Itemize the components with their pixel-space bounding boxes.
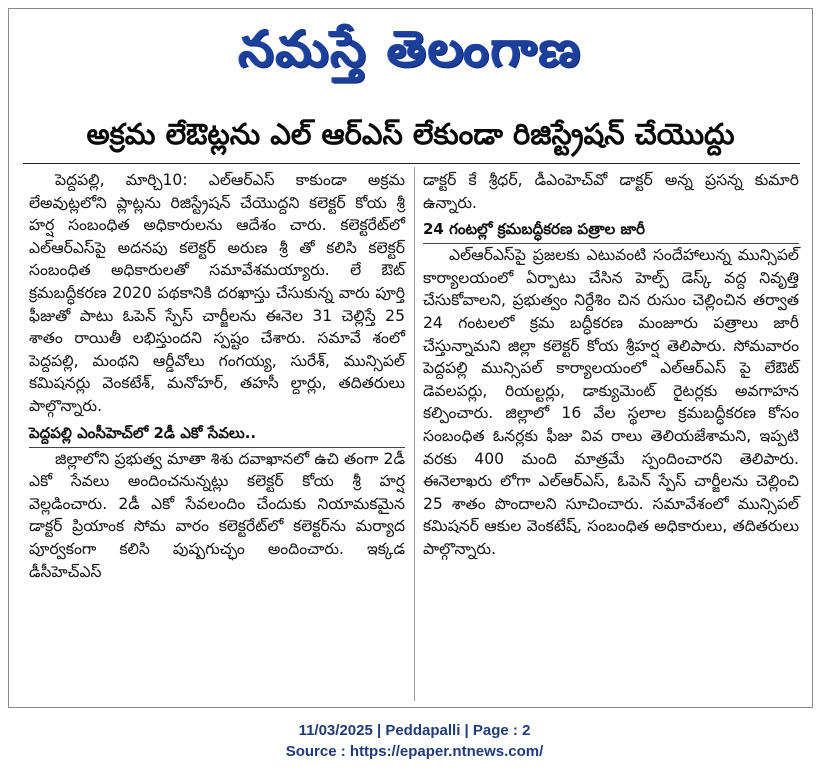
headline-rule (23, 163, 800, 164)
article-frame (8, 8, 813, 708)
column-divider (414, 167, 415, 701)
article-right-column (423, 169, 799, 561)
article-headline: అక్రమ లేఔట్లను ఎల్ ఆర్ఎస్ లేకుండా రిజిస్ట్రేషన్ చేయొద్దు (86, 117, 735, 151)
article-paragraph: డాక్టర్ కే శ్రీధర్, డీఎంహెచ్‌వో డాక్టర్ అన్న ప్రసన్న కుమారి ఉన్నారు. (423, 171, 799, 212)
edition-info: 11/03/2025 | Peddapalli | Page : 2 (298, 722, 531, 739)
article-paragraph: జిల్లాలోని ప్రభుత్వ మాతా శిశు దవాఖానలో ఉచి తంగా 2డీ ఎకో సేవలు అందించనున్నట్లు కలెక్టర్ కోయ శ్రీ హర్ష వెల్లడించారు. 2డీ ఎకో సేవలందిం చేందుకు నియామకమైన డాక్టర్ ప్రియాంక సోమ వారం కలెక్టరేట్‌లో కలెక్టర్‌ను మర్యాద పూర్వకంగా కలిసి పుష్పగుచ్ఛం అందించారు. ఇక్కడ డీసీహెచ్ఎస్ (29, 449, 405, 581)
source-link[interactable]: Source : https://epaper.ntnews.com/ (285, 743, 544, 760)
article-subheading: పెద్దపల్లి ఎంసీహెచ్‌లో 2డీ ఎకో సేవలు.. (29, 420, 405, 448)
article-subheading: 24 గంటల్లో క్రమబద్ధీకరణ పత్రాల జారీ (423, 216, 799, 244)
article-paragraph: ఎల్ఆర్ఎస్‌పై ప్రజలకు ఎటువంటి సందేహాలున్న మున్సిపల్ కార్యాలయంలో ఏర్పాటు చేసిన హెల్ప్ డెస్క్ వద్ద నివృత్తి చేసుకోవాలని, ప్రభుత్వం నిర్దేశిం చిన రుసుం చెల్లించిన తర్వాత 24 గంటలలో క్రమ బద్ధీకరణ మంజూరు పత్రాలు జారీ చేస్తున్నామని జిల్లా కలెక్టర్ కోయ శ్రీహర్ష తెలిపారు. సోమవారం పెద్దపల్లి మున్సిపల్ కార్యాలయంలో ఎల్ఆర్ఎస్ పై లేఔట్ డెవలపర్లు, రియల్టర్లు, డాక్యుమెంట్ రైటర్లకు అవగాహన కల్పించారు. జిల్లాలో 16 వేల స్థలాల క్రమబద్ధీకరణ కోసం సంబంధిత ఓనర్లకు ఫీజు వివ రాలు తెలియజేశామని, ఇప్పటి వరకు 400 మంది మాత్రమే స్పందించారని తెలిపారు. ఈనెలాఖరు లోగా ఎల్ఆర్ఎస్, ఓపెన్ స్పేస్ చార్జీలను చెల్లించి 25 శాతం పొందాలని సూచించారు. సమావేశంలో మున్సిపల్ కమిషనర్ ఆకుల వెంకటేష్, సంబంధిత అధికారులు, తదితరులు పాల్గొన్నారు. (423, 246, 799, 558)
newspaper-masthead: నమస్తే తెలంగాణ (238, 20, 583, 78)
article-left-column (29, 169, 405, 583)
article-paragraph: పెద్దపల్లి, మార్చి10: ఎల్ఆర్ఎస్ కాకుండా అక్రమ లేఅవుట్లలోని ప్లాట్లను రిజిస్ట్రేషన్ చేయొద్దని కలెక్టర్ కోయ శ్రీ హర్ష సంబంధిత అధికారులను ఆదేశం చారు. కలెక్టరేట్‌లో ఎల్ఆర్ఎస్‌పై అదనపు కలెక్టర్ అరుణ శ్రీ తో కలిసి కలెక్టర్ సంబంధిత అధికారులతో సమావేశమయ్యారు. లే ఔట్ క్రమబద్ధీకరణ 2020 పథకానికి దరఖాస్తు చేసుకున్న వారు పూర్తి ఫీజుతో పాటు ఓపెన్ స్పేస్ చార్జీలను ఈనెల 31 చెల్లిస్తే 25 శాతం రాయితీ లభిస్తుందని స్పష్టం చేశారు. సమావే శంలో పెద్దపల్లి, మంథని ఆర్డీవోలు గంగయ్య, సురేశ్, మున్సిపల్ కమిషనర్లు వెంకటేశ్, మనోహర్, తహసీ ల్దార్లు, తదితరులు పాల్గొన్నారు. (29, 171, 405, 415)
